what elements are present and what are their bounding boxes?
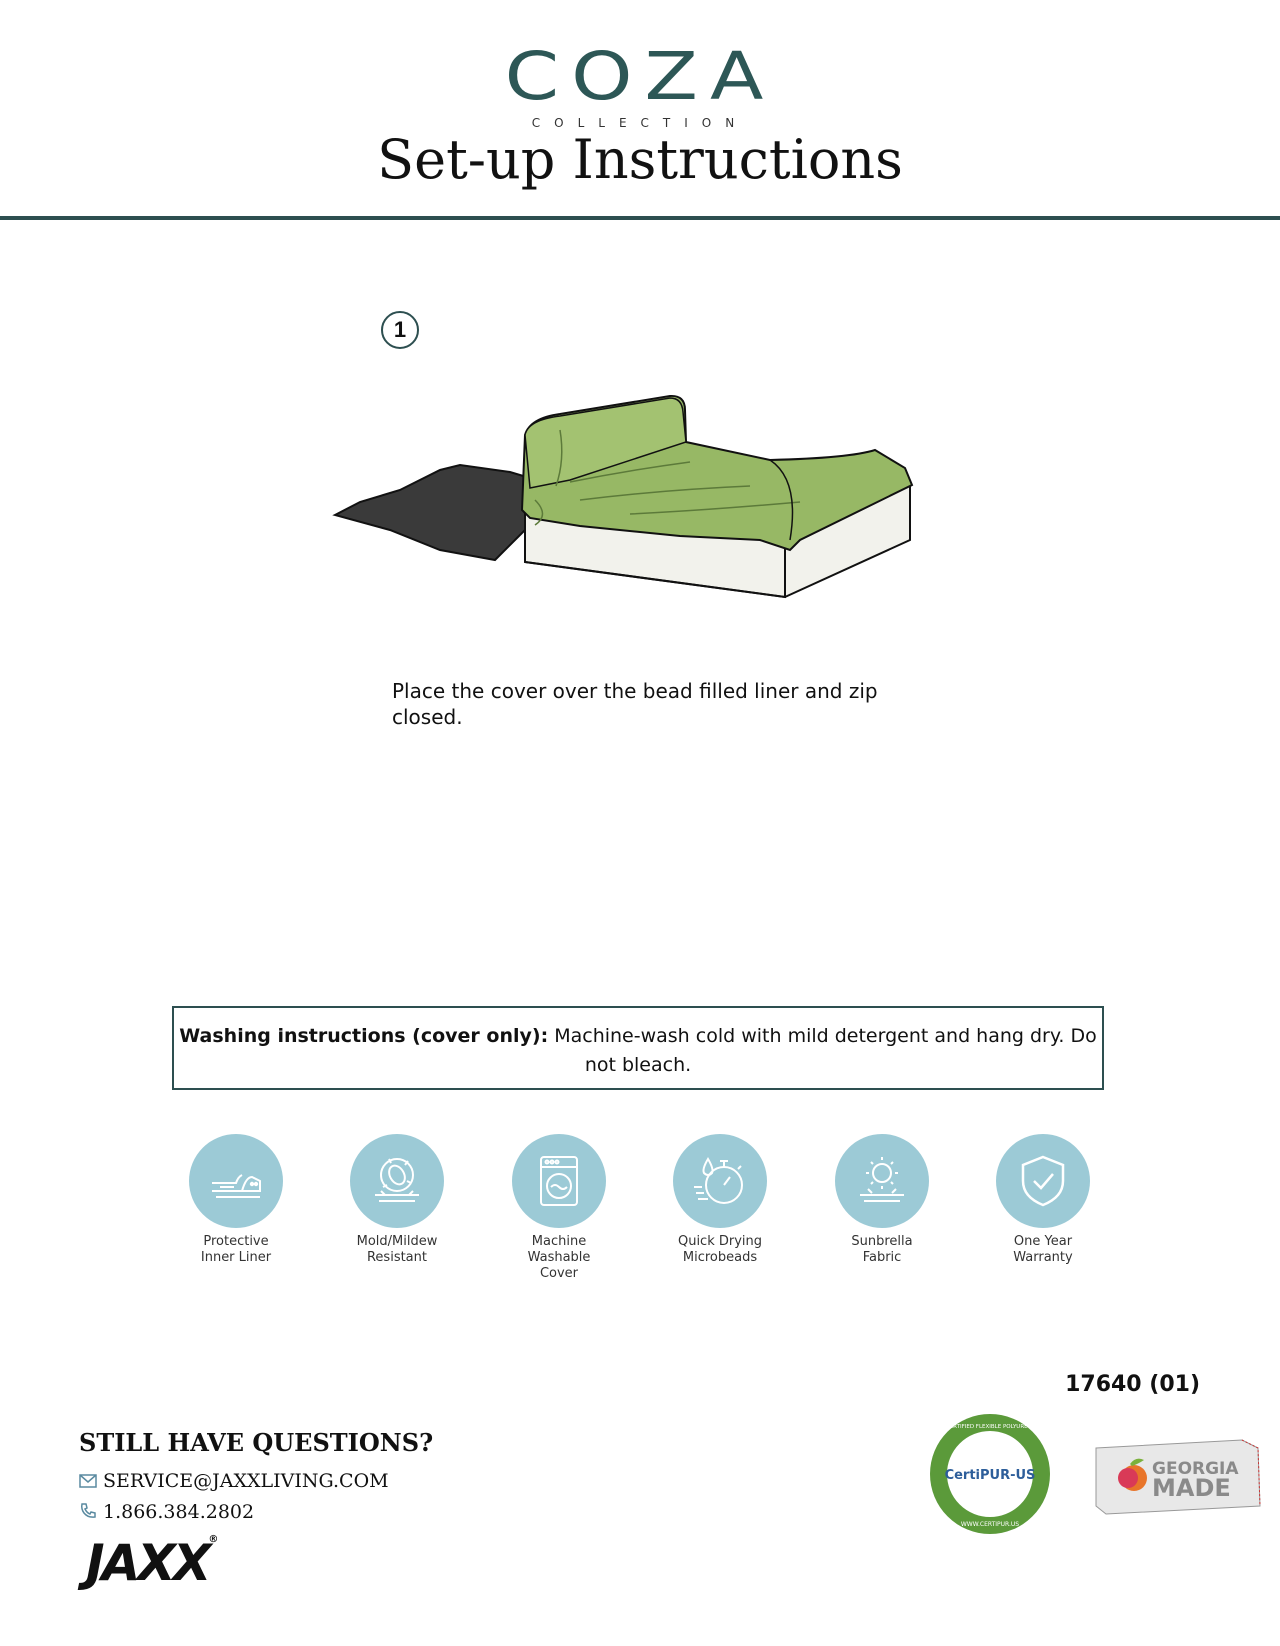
feature-label-line2: Washable bbox=[527, 1250, 591, 1265]
page-title: Set-up Instructions bbox=[377, 128, 903, 191]
feature-label-line2: Warranty bbox=[1013, 1250, 1073, 1265]
georgia-made-badge bbox=[1092, 1434, 1264, 1525]
certipur-us-seal bbox=[915, 1412, 1065, 1541]
washing-instructions-lead: Washing instructions (cover only): bbox=[179, 1025, 549, 1047]
jaxx-logo bbox=[86, 1534, 218, 1592]
contact-email-text[interactable]: SERVICE@JAXXLIVING.COM bbox=[103, 1470, 389, 1492]
shield-check-icon bbox=[996, 1134, 1090, 1228]
header-divider bbox=[0, 216, 1280, 220]
product-code: 17640 (01) bbox=[1065, 1372, 1200, 1397]
contact-email[interactable] bbox=[79, 1470, 389, 1493]
feature-machine-washable bbox=[479, 1134, 639, 1282]
envelope-icon bbox=[79, 1471, 99, 1493]
feature-label-line2: Inner Liner bbox=[200, 1250, 272, 1265]
feature-label-line2: Fabric bbox=[862, 1250, 902, 1265]
feature-mold-resistant bbox=[317, 1134, 477, 1266]
sun-fabric-icon bbox=[835, 1134, 929, 1228]
svg-text:CertiPUR-US: CertiPUR-US bbox=[944, 1468, 1036, 1483]
feature-label-line2: Resistant bbox=[366, 1250, 427, 1265]
brand-name: COZA bbox=[504, 38, 776, 116]
feature-icons-row bbox=[0, 1134, 1280, 1294]
step-instruction-text: Place the cover over the bead filled liner and zip closed. bbox=[392, 679, 878, 729]
contact-phone[interactable] bbox=[79, 1501, 254, 1525]
svg-text:CONTAINS CERTIFIED FLEXIBLE PO: CONTAINS CERTIFIED FLEXIBLE POLYURETHANE FOAM bbox=[915, 1424, 1065, 1430]
contact-phone-text[interactable]: 1.866.384.2802 bbox=[103, 1501, 255, 1523]
washing-instructions-box bbox=[172, 1006, 1104, 1090]
feature-label-line1: Mold/Mildew bbox=[356, 1234, 438, 1249]
feature-label-line2: Microbeads bbox=[682, 1250, 758, 1265]
feature-label-line1: Machine bbox=[531, 1234, 587, 1249]
washing-machine-icon bbox=[512, 1134, 606, 1228]
feature-label-line1: Sunbrella bbox=[851, 1234, 913, 1249]
feature-sunbrella-fabric bbox=[802, 1134, 962, 1266]
stopwatch-drop-icon bbox=[673, 1134, 767, 1228]
svg-text:GEORGIA: GEORGIA bbox=[1152, 1459, 1239, 1479]
feature-label-line1: Protective bbox=[203, 1234, 269, 1249]
washing-instructions-body: Machine-wash cold with mild detergent and hang dry. Do not bleach. bbox=[548, 1025, 1097, 1076]
cushion-cover-illustration bbox=[330, 390, 930, 615]
jaxx-registered-mark: ® bbox=[208, 1534, 219, 1545]
mold-resistant-icon bbox=[350, 1134, 444, 1228]
svg-text:MADE: MADE bbox=[1152, 1474, 1231, 1502]
questions-heading: STILL HAVE QUESTIONS? bbox=[79, 1428, 434, 1457]
feature-label-line1: Quick Drying bbox=[677, 1234, 763, 1249]
phone-icon bbox=[79, 1502, 99, 1525]
feature-warranty bbox=[963, 1134, 1123, 1266]
svg-text:WWW.CERTIPUR.US: WWW.CERTIPUR.US bbox=[960, 1521, 1020, 1528]
foam-liner-icon bbox=[189, 1134, 283, 1228]
brand-subtitle: COLLECTION bbox=[531, 116, 749, 130]
feature-label-line1: One Year bbox=[1013, 1234, 1073, 1249]
jaxx-wordmark: JAXX bbox=[86, 1534, 209, 1592]
coza-collection-logo bbox=[0, 38, 1280, 130]
step-number-badge: 1 bbox=[381, 311, 419, 349]
feature-quick-drying bbox=[640, 1134, 800, 1266]
feature-label-line3: Cover bbox=[539, 1266, 579, 1281]
feature-protective-liner bbox=[156, 1134, 316, 1266]
